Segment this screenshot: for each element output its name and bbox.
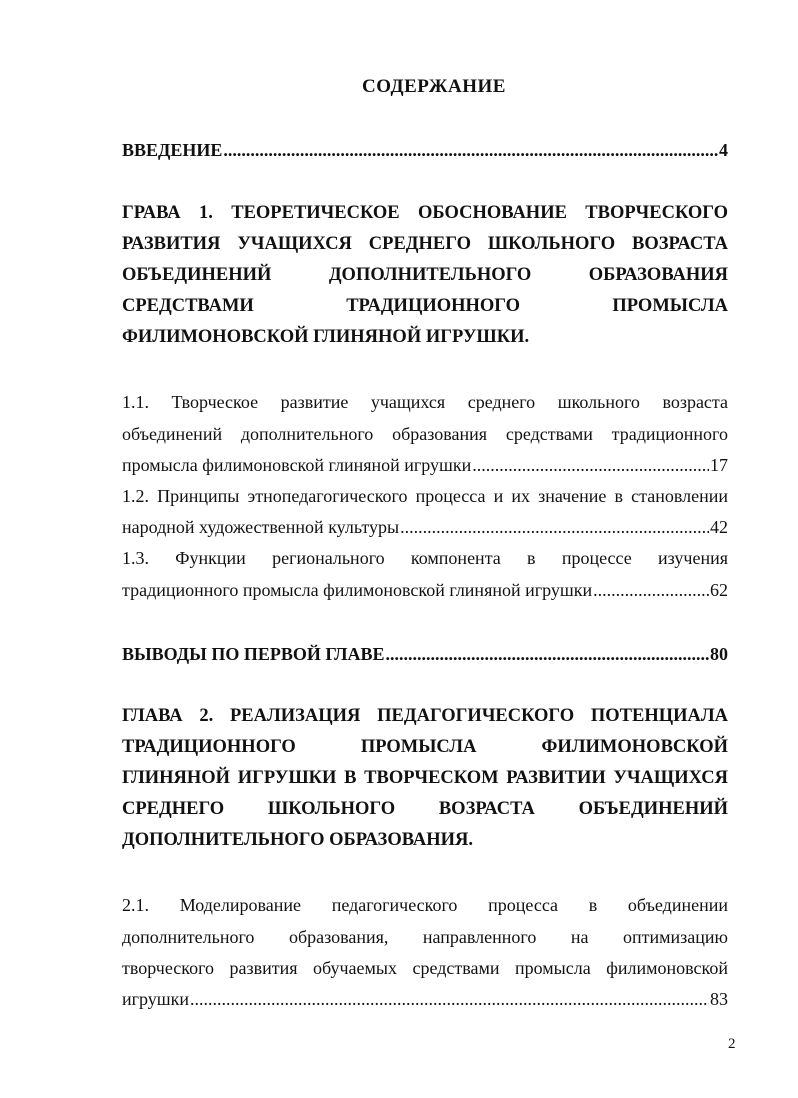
chapter-heading-line: ОБЪЕДИНЕНИЙ ДОПОЛНИТЕЛЬНОГО ОБРАЗОВАНИЯ — [122, 265, 728, 285]
toc-page-number: 83 — [710, 989, 728, 1009]
toc-entry-conclusions[interactable] — [122, 642, 728, 666]
chapter-heading-line: ГЛИНЯНОЙ ИГРУШКИ В ТВОРЧЕСКОМ РАЗВИТИИ УЧАЩИХСЯ — [122, 768, 728, 788]
toc-entry-label: ВВЕДЕНИЕ — [122, 140, 223, 160]
chapter-heading-line: ДОПОЛНИТЕЛЬНОГО ОБРАЗОВАНИЯ. — [122, 830, 474, 850]
toc-entry-line: 1.3. Функции регионального компонента в процессе изучения — [122, 548, 728, 568]
chapter-heading-line: СРЕДСТВАМИ ТРАДИЦИОННОГО ПРОМЫСЛА — [122, 296, 728, 316]
toc-page-number: 42 — [710, 517, 728, 537]
chapter-heading-line: ТРАДИЦИОННОГО ПРОМЫСЛА ФИЛИМОНОВСКОЙ — [122, 737, 728, 757]
toc-entry-line: объединений дополнительного образования средствами традиционного — [122, 424, 728, 444]
toc-entry-label: ВЫВОДЫ ПО ПЕРВОЙ ГЛАВЕ — [122, 644, 385, 664]
dot-leader — [593, 578, 709, 602]
chapter-heading-line: СРЕДНЕГО ШКОЛЬНОГО ВОЗРАСТА ОБЪЕДИНЕНИЙ — [122, 799, 728, 819]
toc-entry-label: традиционного промысла филимоновской глиняной игрушки — [122, 580, 593, 600]
toc-entry-line: 2.1. Моделирование педагогического процесса в объединении — [122, 895, 728, 915]
chapter-heading-line: ГРАВА 1. ТЕОРЕТИЧЕСКОЕ ОБОСНОВАНИЕ ТВОРЧЕСКОГО — [122, 203, 728, 223]
chapter-heading-line: ФИЛИМОНОВСКОЙ ГЛИНЯНОЙ ИГРУШКИ. — [122, 327, 530, 347]
toc-page-number: 17 — [710, 455, 728, 475]
chapter-heading-line: РАЗВИТИЯ УЧАЩИХСЯ СРЕДНЕГО ШКОЛЬНОГО ВОЗРАСТА — [122, 234, 728, 254]
dot-leader — [472, 453, 709, 477]
toc-entry-last-line — [122, 578, 728, 602]
page-number: 2 — [728, 1036, 736, 1052]
dot-leader — [223, 138, 718, 162]
dot-leader — [400, 515, 709, 539]
toc-page-number: 4 — [719, 140, 728, 160]
toc-entry-label: промысла филимоновской глиняной игрушки — [122, 455, 472, 475]
toc-entry-last-line — [122, 453, 728, 477]
dot-leader — [386, 642, 709, 666]
toc-entry-last-line — [122, 515, 728, 539]
toc-entry-introduction[interactable] — [122, 138, 728, 162]
toc-entry-line: дополнительного образования, направленного на оптимизацию — [122, 927, 728, 947]
toc-entry-line: творческого развития обучаемых средствами промысла филимоновской — [122, 958, 728, 978]
toc-entry-label: народной художественной культуры — [122, 517, 400, 537]
toc-entry-line: 1.2. Принципы этнопедагогического процесса и их значение в становлении — [122, 486, 728, 506]
toc-page-number: 80 — [710, 644, 728, 664]
page-title: СОДЕРЖАНИЕ — [362, 76, 506, 97]
chapter-heading-line: ГЛАВА 2. РЕАЛИЗАЦИЯ ПЕДАГОГИЧЕСКОГО ПОТЕНЦИАЛА — [122, 706, 728, 726]
toc-page-number: 62 — [710, 580, 728, 600]
toc-entry-line: 1.1. Творческое развитие учащихся среднего школьного возраста — [122, 392, 728, 412]
dot-leader — [190, 987, 709, 1011]
toc-entry-last-line — [122, 987, 728, 1011]
toc-entry-label: игрушки — [122, 989, 190, 1009]
